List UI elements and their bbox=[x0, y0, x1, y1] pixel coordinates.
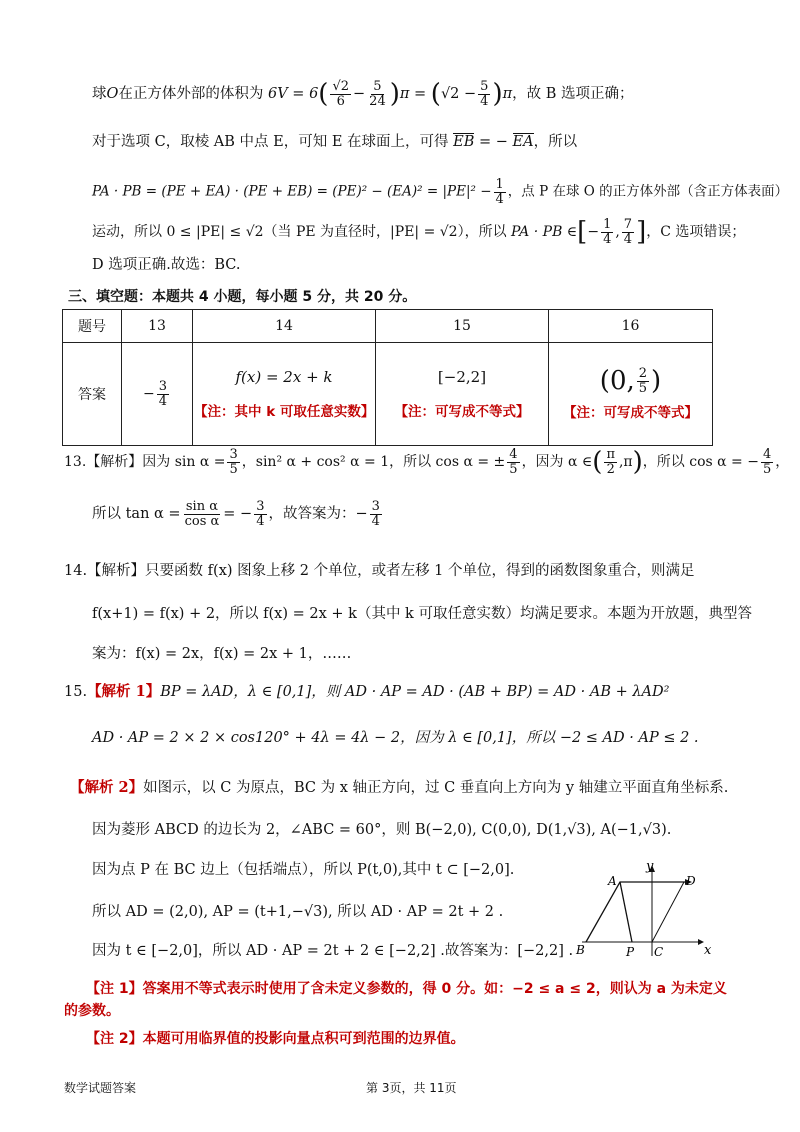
line-volume: 球O在正方体外部的体积为 6V = 6( $\frac{√2}{6}$ − $\frac{5}{24}$ )π = (√2 − $\frac{5}{4}$ )π，故 B 选项正确； bbox=[92, 79, 634, 110]
q15-solution1-tag: 【解析 1】 bbox=[87, 683, 161, 700]
note-1-line1: 【注 1】答案用不等式表示时使用了含未定义参数的，得 0 分。如：−2 ≤ a ≤ 2，则认为 a 为未定义 bbox=[86, 981, 727, 997]
fig-label-p: P bbox=[626, 945, 635, 959]
fig-label-d: D bbox=[686, 874, 696, 888]
q14-line1: 14.【解析】只要函数 f(x) 图象上移 2 个单位，或者左移 1 个单位，得到的函数图象重合，则满足 bbox=[64, 563, 695, 579]
line-dot-product: PA · PB = (PE + EA) · (PE + EB) = (PE)² − (EA)² = |PE|² − $\frac{1}{4}$ ，点 P 在球 O 的正方体外部（含正方体表面） bbox=[92, 177, 789, 207]
table-cell-answer-13: − $\frac{3}{4}$ bbox=[122, 343, 193, 446]
ap-segment bbox=[620, 882, 632, 942]
note-1-line2: 的参数。 bbox=[64, 1003, 120, 1019]
q13-line1: 13.【解析】因为 sin α = $\frac{3}{5}$ ，sin² α + cos² α = 1，所以 cos α = ± $\frac{4}{5}$ ，因为 α ∈( $\frac{\pi}{2}$ ,π)，所以 cos α = − $\frac{4}{5}$ ， bbox=[64, 447, 790, 478]
table-cell-answer-15: [−2,2] 【注：可写成不等式】 bbox=[376, 343, 549, 446]
table-cell-answer-14: f(x) = 2x + k 【注：其中 k 可取任意实数】 bbox=[193, 343, 376, 446]
section-header: 三、填空题：本题共 4 小题，每小题 5 分，共 20 分。 bbox=[68, 289, 417, 305]
q15-solution2-line1: 【解析 2】如图示，以 C 为原点，BC 为 x 轴正方向，过 C 垂直向上方向为 y 轴建立平面直角坐标系. bbox=[70, 779, 729, 796]
note-15: 【注：可写成不等式】 bbox=[394, 404, 530, 420]
table-cell-answer-label: 答案 bbox=[63, 343, 122, 446]
fig-label-c: C bbox=[654, 945, 664, 959]
answer-table bbox=[62, 309, 713, 446]
table-cell-header-label: 题号 bbox=[63, 310, 122, 343]
q15-solution2-line2: 因为菱形 ABCD 的边长为 2，∠ABC = 60°，则 B(−2,0), C(0,0), D(1,√3), A(−1,√3). bbox=[92, 822, 672, 838]
q14-line2: f(x+1) = f(x) + 2，所以 f(x) = 2x + k（其中 k 可取任意实数）均满足要求。本题为开放题，典型答 bbox=[92, 606, 752, 622]
q14-line3: 案为：f(x) = 2x，f(x) = 2x + 1，…… bbox=[92, 646, 352, 662]
table-cell-num-15: 15 bbox=[376, 310, 549, 343]
line-option-d: D 选项正确.故选：BC. bbox=[92, 257, 241, 273]
fig-label-x: x bbox=[704, 943, 712, 958]
q15-line2: AD · AP = 2 × 2 × cos120° + 4λ = 4λ − 2，因为 λ ∈ [0,1]，所以 −2 ≤ AD · AP ≤ 2 . bbox=[92, 730, 699, 746]
q15-solution2-line3: 因为点 P 在 BC 边上（包括端点），所以 P(t,0),其中 t ⊂ [−2,0]. bbox=[92, 862, 515, 878]
line-option-c: 对于选项 C，取棱 AB 中点 E，可知 E 在球面上，可得 EB = − EA，所以 bbox=[92, 134, 578, 150]
footer-page-number: 第 3页，共 11页 bbox=[366, 1081, 457, 1095]
table-answer-row bbox=[63, 343, 713, 446]
table-cell-num-13: 13 bbox=[122, 310, 193, 343]
fig-label-a: A bbox=[608, 874, 617, 888]
table-header-row bbox=[63, 310, 713, 343]
fig-label-b: B bbox=[576, 943, 585, 957]
table-cell-answer-16: (0, $\frac{2}{5}$ ) 【注：可写成不等式】 bbox=[549, 343, 713, 446]
note-16: 【注：可写成不等式】 bbox=[563, 405, 698, 422]
footer-title: 数学试题答案 bbox=[64, 1081, 137, 1095]
rhombus-figure bbox=[572, 860, 712, 960]
q15-solution2-line4: 所以 AD = (2,0), AP = (t+1,−√3), 所以 AD · AP = 2t + 2 . bbox=[92, 904, 504, 920]
note-2: 【注 2】本题可用临界值的投影向量点积可到范围的边界值。 bbox=[86, 1031, 465, 1047]
rhombus-edges bbox=[586, 882, 690, 942]
note-14: 【注：其中 k 可取任意实数】 bbox=[194, 404, 375, 420]
q15-solution2-tag: 【解析 2】 bbox=[70, 779, 144, 796]
q13-line2: 所以 tan α = $\frac{\text{sin α}}{\text{cos α}}$ = − $\frac{3}{4}$ ，故答案为：− $\frac{3}{4}$ bbox=[92, 499, 380, 529]
table-cell-num-14: 14 bbox=[193, 310, 376, 343]
line-range: 运动，所以 0 ≤ |PE| ≤ √2（当 PE 为直径时，|PE| = √2），所以 PA · PB ∈[− $\frac{1}{4}$ , $\frac{7}{4}$ ]，C 选项错误； bbox=[92, 217, 746, 248]
fig-label-y: y bbox=[646, 860, 654, 874]
q15-line1: 15.【解析 1】BP = λAD，λ ∈ [0,1]，则 AD · AP = AD · (AB + BP) = AD · AB + λAD² bbox=[64, 683, 670, 700]
q15-solution2-line5: 因为 t ∈ [−2,0]，所以 AD · AP = 2t + 2 ∈ [−2,2] .故答案为：[−2,2] . bbox=[92, 943, 574, 959]
table-cell-num-16: 16 bbox=[549, 310, 713, 343]
cd-edge bbox=[652, 882, 684, 942]
